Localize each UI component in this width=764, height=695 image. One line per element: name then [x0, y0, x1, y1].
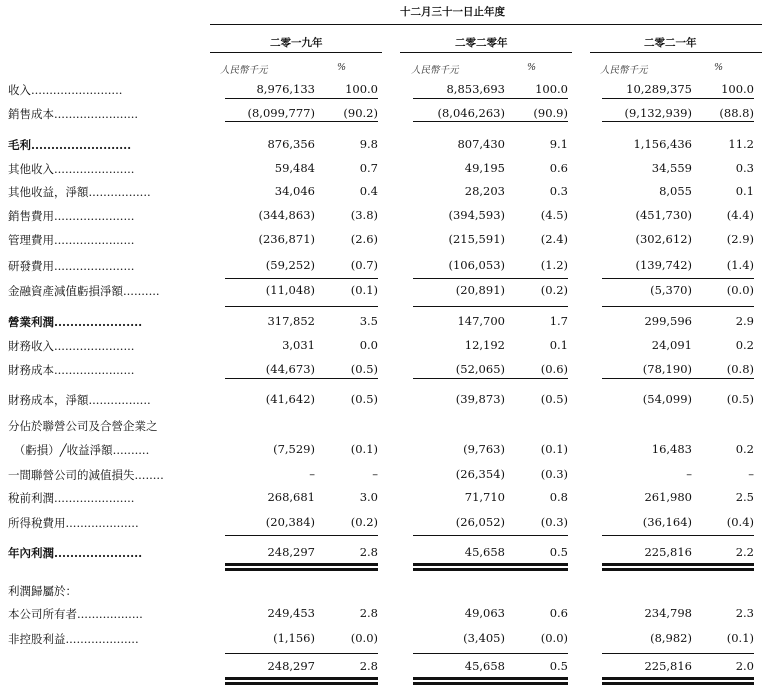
percent-cell: (4.5)	[540, 208, 568, 222]
percent-cell: (0.5)	[350, 362, 378, 376]
subtotal-rule	[290, 306, 378, 307]
percent-cell: 0.5	[549, 659, 568, 673]
amount-cell: 268,681	[267, 490, 315, 504]
percent-cell: (0.2)	[540, 283, 568, 297]
subtotal-rule	[290, 121, 378, 122]
percent-cell: (90.2)	[343, 106, 378, 120]
percent-cell: 11.2	[728, 137, 754, 151]
double-total-rule	[290, 563, 378, 566]
percent-cell: (0.5)	[350, 392, 378, 406]
percent-cell: (2.6)	[350, 232, 378, 246]
percent-cell: 2.5	[735, 490, 754, 504]
amount-cell: (215,591)	[448, 232, 505, 246]
amount-cell: (8,982)	[650, 631, 692, 645]
percent-cell: 2.2	[735, 545, 754, 559]
amount-cell: 28,203	[464, 184, 505, 198]
row-label: 利潤歸屬於：	[8, 584, 77, 598]
row-label: 一間聯營公司的減值損失........	[8, 468, 164, 482]
subtotal-rule	[478, 653, 568, 654]
percent-cell: (0.1)	[540, 442, 568, 456]
unit-pct-2020: %	[527, 62, 537, 73]
percent-cell: (0.0)	[540, 631, 568, 645]
percent-cell: 0.5	[549, 545, 568, 559]
double-total-rule	[478, 568, 568, 571]
double-total-rule	[290, 682, 378, 685]
amount-cell: 8,055	[659, 184, 692, 198]
double-total-rule	[667, 677, 754, 680]
subtotal-rule	[478, 278, 568, 279]
subtotal-rule	[290, 535, 378, 536]
amount-cell: 10,289,375	[626, 82, 692, 96]
row-label: 稅前利潤......................	[8, 491, 135, 505]
amount-cell: (344,863)	[258, 208, 315, 222]
subtotal-rule	[667, 121, 754, 122]
amount-cell: (3,405)	[463, 631, 505, 645]
amount-cell: 34,559	[651, 161, 692, 175]
amount-cell: 3,031	[282, 338, 315, 352]
double-total-rule	[478, 677, 568, 680]
amount-cell: 248,297	[267, 545, 315, 559]
amount-cell: (451,730)	[635, 208, 692, 222]
row-label: 非控股利益....................	[8, 632, 139, 646]
percent-cell: 3.5	[359, 314, 378, 328]
double-total-rule	[667, 563, 754, 566]
unit-pct-2021: %	[714, 62, 724, 73]
subtotal-rule	[290, 278, 378, 279]
double-total-rule	[667, 682, 754, 685]
percent-cell: 0.6	[549, 606, 568, 620]
amount-cell: 248,297	[267, 659, 315, 673]
amount-cell: 225,816	[644, 545, 692, 559]
percent-cell: (0.3)	[540, 515, 568, 529]
row-label: 財務成本，淨額.................	[8, 393, 151, 407]
amount-cell: (302,612)	[635, 232, 692, 246]
amount-cell: (106,053)	[448, 258, 505, 272]
percent-cell: (0.1)	[726, 631, 754, 645]
amount-cell: 147,700	[457, 314, 505, 328]
percent-cell: 0.0	[359, 338, 378, 352]
amount-cell: 225,816	[644, 659, 692, 673]
percent-cell: (0.5)	[726, 392, 754, 406]
percent-cell: 0.1	[735, 184, 754, 198]
unit-rmb-2020: 人民幣千元	[411, 65, 459, 76]
percent-cell: (0.8)	[726, 362, 754, 376]
amount-cell: 249,453	[267, 606, 315, 620]
row-label: 本公司所有者..................	[8, 607, 143, 621]
percent-cell: (1.2)	[540, 258, 568, 272]
amount-cell: 299,596	[644, 314, 692, 328]
percent-cell: (2.9)	[726, 232, 754, 246]
amount-cell: 49,063	[464, 606, 505, 620]
amount-cell: 59,484	[274, 161, 315, 175]
amount-cell: (39,873)	[455, 392, 505, 406]
percent-cell: (0.4)	[726, 515, 754, 529]
double-total-rule	[290, 568, 378, 571]
percent-cell: 0.4	[359, 184, 378, 198]
percent-cell: (0.7)	[350, 258, 378, 272]
double-total-rule	[478, 563, 568, 566]
amount-cell: 234,798	[644, 606, 692, 620]
subtotal-rule	[290, 98, 378, 99]
subtotal-rule	[478, 535, 568, 536]
percent-cell: (1.4)	[726, 258, 754, 272]
percent-cell: 2.8	[359, 606, 378, 620]
amount-cell: (8,099,777)	[247, 106, 315, 120]
percent-cell: 0.6	[549, 161, 568, 175]
amount-cell: 45,658	[464, 659, 505, 673]
percent-cell: 100.0	[535, 82, 568, 96]
amount-cell: 1,156,436	[633, 137, 692, 151]
row-label: 所得稅費用....................	[8, 516, 139, 530]
amount-cell: 49,195	[464, 161, 505, 175]
amount-cell: (26,052)	[455, 515, 505, 529]
percent-cell: (0.0)	[350, 631, 378, 645]
row-label: 毛利.........................	[8, 138, 132, 152]
year-header-2020: 二零二零年	[455, 37, 508, 49]
amount-cell: –	[686, 467, 692, 481]
amount-cell: (78,190)	[642, 362, 692, 376]
percent-cell: 1.7	[549, 314, 568, 328]
year-underline	[210, 52, 382, 53]
percent-cell: 0.2	[735, 442, 754, 456]
amount-cell: (41,642)	[265, 392, 315, 406]
percent-cell: 2.3	[735, 606, 754, 620]
percent-cell: 0.2	[735, 338, 754, 352]
subtotal-rule	[478, 121, 568, 122]
percent-cell: 0.3	[735, 161, 754, 175]
percent-cell: (2.4)	[540, 232, 568, 246]
percent-cell: (0.5)	[540, 392, 568, 406]
row-label: 收入.........................	[8, 83, 123, 97]
percent-cell: 0.1	[549, 338, 568, 352]
amount-cell: (1,156)	[273, 631, 315, 645]
amount-cell: (36,164)	[642, 515, 692, 529]
percent-cell: 9.1	[549, 137, 568, 151]
percent-cell: 0.3	[549, 184, 568, 198]
percent-cell: –	[748, 467, 754, 481]
percent-cell: (0.3)	[540, 467, 568, 481]
amount-cell: 317,852	[267, 314, 315, 328]
amount-cell: (7,529)	[273, 442, 315, 456]
amount-cell: 8,976,133	[256, 82, 315, 96]
subtotal-rule	[478, 378, 568, 379]
row-label: 研發費用......................	[8, 259, 135, 273]
row-label: 銷售費用......................	[8, 209, 135, 223]
row-label: 管理費用......................	[8, 233, 135, 247]
amount-cell: (26,354)	[455, 467, 505, 481]
period-title: 十二月三十一日止年度	[400, 6, 505, 18]
subtotal-rule	[667, 306, 754, 307]
percent-cell: (0.0)	[726, 283, 754, 297]
amount-cell: (9,132,939)	[624, 106, 692, 120]
amount-cell: 807,430	[457, 137, 505, 151]
percent-cell: (4.4)	[726, 208, 754, 222]
percent-cell: (0.2)	[350, 515, 378, 529]
row-label: 營業利潤......................	[8, 315, 143, 329]
row-label: 財務收入......................	[8, 339, 135, 353]
period-underline	[210, 24, 762, 25]
amount-cell: –	[309, 467, 315, 481]
row-label: 年內利潤......................	[8, 546, 143, 560]
amount-cell: (52,065)	[455, 362, 505, 376]
subtotal-rule	[667, 653, 754, 654]
percent-cell: (88.8)	[719, 106, 754, 120]
row-label: 分佔於聯營公司及合營企業之	[8, 419, 158, 433]
unit-pct-2019: %	[337, 62, 347, 73]
subtotal-rule	[667, 98, 754, 99]
percent-cell: 3.0	[359, 490, 378, 504]
amount-cell: (54,099)	[642, 392, 692, 406]
amount-cell: 24,091	[651, 338, 692, 352]
amount-cell: 34,046	[274, 184, 315, 198]
amount-cell: 876,356	[267, 137, 315, 151]
year-header-2021: 二零二一年	[644, 37, 697, 49]
row-label: 其他收入......................	[8, 162, 135, 176]
percent-cell: 2.0	[735, 659, 754, 673]
subtotal-rule	[290, 653, 378, 654]
percent-cell: –	[372, 467, 378, 481]
amount-cell: (5,370)	[650, 283, 692, 297]
amount-cell: (8,046,263)	[437, 106, 505, 120]
amount-cell: (236,871)	[258, 232, 315, 246]
row-label: 金融資產減值虧損淨額..........	[8, 284, 160, 298]
double-total-rule	[290, 677, 378, 680]
percent-cell: 0.7	[359, 161, 378, 175]
amount-cell: (44,673)	[265, 362, 315, 376]
percent-cell: (3.8)	[350, 208, 378, 222]
amount-cell: 12,192	[464, 338, 505, 352]
amount-cell: 261,980	[644, 490, 692, 504]
amount-cell: (11,048)	[265, 283, 315, 297]
year-underline	[590, 52, 762, 53]
amount-cell: (20,891)	[455, 283, 505, 297]
subtotal-rule	[667, 278, 754, 279]
percent-cell: (0.1)	[350, 283, 378, 297]
amount-cell: (394,593)	[448, 208, 505, 222]
amount-cell: 45,658	[464, 545, 505, 559]
amount-cell: 8,853,693	[446, 82, 505, 96]
percent-cell: 0.8	[549, 490, 568, 504]
unit-rmb-2019: 人民幣千元	[220, 65, 268, 76]
subtotal-rule	[478, 306, 568, 307]
percent-cell: 2.9	[735, 314, 754, 328]
double-total-rule	[478, 682, 568, 685]
amount-cell: (9,763)	[463, 442, 505, 456]
amount-cell: 71,710	[464, 490, 505, 504]
row-label: 財務成本......................	[8, 363, 135, 377]
subtotal-rule	[478, 98, 568, 99]
percent-cell: 9.8	[359, 137, 378, 151]
percent-cell: 2.8	[359, 659, 378, 673]
row-label: （虧損）╱收益淨額..........	[8, 443, 150, 457]
amount-cell: (59,252)	[265, 258, 315, 272]
year-header-2019: 二零一九年	[270, 37, 323, 49]
percent-cell: 2.8	[359, 545, 378, 559]
percent-cell: (90.9)	[533, 106, 568, 120]
percent-cell: 100.0	[721, 82, 754, 96]
percent-cell: (0.1)	[350, 442, 378, 456]
amount-cell: (20,384)	[265, 515, 315, 529]
amount-cell: (139,742)	[635, 258, 692, 272]
percent-cell: 100.0	[345, 82, 378, 96]
amount-cell: 16,483	[651, 442, 692, 456]
double-total-rule	[667, 568, 754, 571]
row-label: 銷售成本.......................	[8, 107, 139, 121]
unit-rmb-2021: 人民幣千元	[600, 65, 648, 76]
year-underline	[400, 52, 572, 53]
row-label: 其他收益，淨額.................	[8, 185, 151, 199]
subtotal-rule	[667, 378, 754, 379]
percent-cell: (0.6)	[540, 362, 568, 376]
subtotal-rule	[667, 535, 754, 536]
subtotal-rule	[290, 378, 378, 379]
